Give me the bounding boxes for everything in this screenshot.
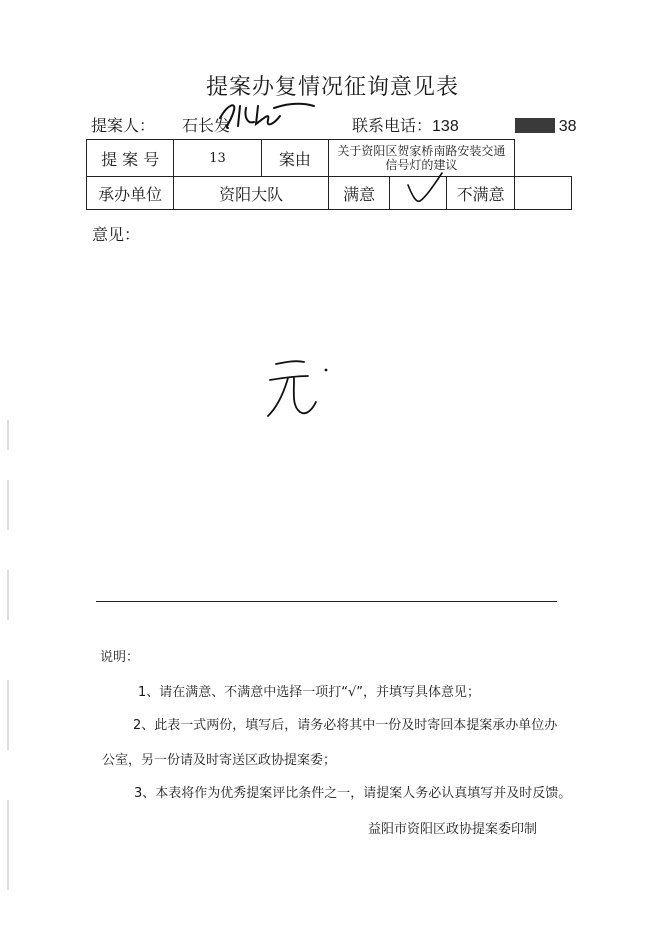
divider-line: [96, 601, 557, 602]
form-row-unit: [87, 177, 572, 210]
proposer-name: 石长发: [182, 116, 231, 135]
phone-label: 联系电话：: [352, 116, 433, 135]
phone-field: [352, 113, 577, 136]
page-title: 提案办复情况征询意见表: [205, 75, 459, 100]
topic-value: 关于资阳区贺家桥南路安装交通信号灯的建议: [328, 140, 514, 177]
note-item-2-line-2: 公室，另一份请及时寄送区政协提案委；: [102, 753, 337, 768]
footer-printer: 益阳市资阳区政协提案委印制: [368, 822, 538, 837]
note-item-3: 3、本表将作为优秀提案评比条件之一，请提案人务必认真填写并及时反馈。: [134, 786, 572, 801]
phone-redaction: [515, 118, 555, 133]
satisfied-check-cell[interactable]: [390, 177, 447, 210]
proposer-label: 提案人：: [91, 116, 156, 135]
satisfied-label: 满意: [328, 177, 389, 210]
number-value: 13: [174, 140, 261, 177]
unsatisfied-label: 不满意: [447, 177, 514, 210]
unit-value: 资阳大队: [174, 177, 329, 210]
number-label: 提 案 号: [87, 140, 174, 177]
form-row-number: [87, 140, 572, 177]
proposal-form-table: [86, 139, 572, 210]
unit-label: 承办单位: [87, 177, 174, 210]
handwritten-opinion: [262, 350, 342, 430]
opinion-label: 意见：: [92, 225, 141, 244]
checkmark-icon: [390, 171, 446, 203]
topic-label: 案由: [261, 140, 328, 177]
note-item-1: 1、请在满意、不满意中选择一项打“√”，并填写具体意见；: [138, 685, 481, 700]
phone-prefix: 138: [432, 118, 459, 135]
scan-edge-marks: [4, 420, 14, 900]
note-item-2-line-1: 2、此表一式两份，填写后，请务必将其中一份及时寄回本提案承办单位办: [133, 718, 558, 733]
signature-scribble: [214, 98, 324, 132]
phone-suffix: 38: [558, 118, 577, 135]
unsatisfied-check-cell[interactable]: [514, 177, 571, 210]
notes-heading: 说明：: [100, 650, 140, 665]
